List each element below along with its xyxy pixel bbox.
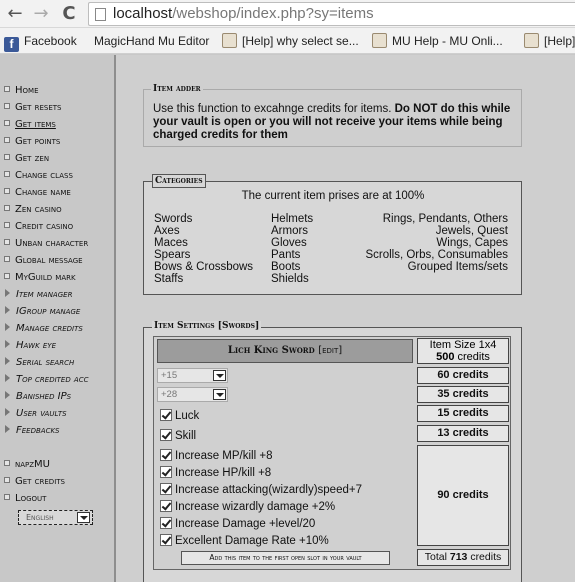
excellent-credits: 90 credits [417, 445, 509, 546]
menu-label: Manage credits [16, 323, 83, 334]
back-arrow-icon[interactable]: ← [7, 3, 23, 24]
excellent-option[interactable] [160, 483, 362, 497]
category-link[interactable]: Scrolls, Orbs, Consumables [365, 249, 508, 261]
url-path: /webshop/index.php?sy=items [172, 5, 374, 22]
luck-option[interactable] [160, 409, 199, 423]
menu-label: Item manager [16, 289, 73, 300]
checkbox[interactable] [160, 449, 172, 461]
excellent-option-label: Increase Damage +level/20 [175, 518, 316, 530]
item-name-bar [157, 339, 413, 363]
sidebar-item-igroup-manage[interactable] [4, 304, 80, 319]
item-settings-title: Item Settings [Swords] [154, 321, 260, 331]
category-link[interactable]: Jewels, Quest [435, 225, 508, 237]
checkbox[interactable] [160, 429, 172, 441]
checkbox[interactable] [160, 534, 172, 546]
item-size-label: Item Size 1x4 [429, 339, 497, 351]
price-note: The current item prises are at 100% [241, 190, 425, 202]
bullet-icon [4, 103, 10, 109]
bookmark-facebook[interactable] [4, 32, 77, 50]
category-link[interactable]: Pants [271, 249, 301, 261]
total-value: 713 [449, 551, 468, 563]
level-select-value: +15 [161, 370, 178, 381]
category-link[interactable]: Axes [154, 225, 180, 237]
item-adder-text-normal: Use this function to excahnge credits for items. [153, 103, 395, 115]
bookmark-label: MU Help - MU Onli... [392, 34, 503, 48]
menu-label: Get points [15, 136, 61, 147]
browser-toolbar [0, 0, 575, 28]
category-link[interactable]: Spears [154, 249, 191, 261]
menu-label: napzMU [15, 459, 50, 470]
credits-word: credits [457, 351, 490, 363]
checkbox[interactable] [160, 517, 172, 529]
category-column-weapons [154, 213, 253, 285]
dropdown-arrow-icon [213, 389, 226, 400]
level-select[interactable] [157, 368, 228, 383]
excellent-option-label: Increase attacking(wizardly)speed+7 [175, 484, 362, 496]
bookmark-mu-help[interactable] [372, 32, 503, 50]
sidebar-item-logout[interactable] [4, 491, 46, 506]
sidebar-item-get-points[interactable] [4, 134, 60, 149]
menu-label: IGroup manage [16, 306, 81, 317]
triangle-right-icon [5, 357, 10, 365]
categories-title: Categories [152, 174, 206, 188]
bullet-icon [4, 494, 10, 500]
sidebar-item-hawk-eye[interactable] [4, 338, 56, 353]
sidebar-item-get-resets[interactable] [4, 100, 62, 115]
url-text [113, 5, 374, 22]
bullet-icon [4, 273, 10, 279]
language-select[interactable] [18, 510, 93, 525]
menu-label: Feedbacks [16, 425, 60, 436]
category-link[interactable]: Grouped Items/sets [407, 261, 508, 273]
category-link[interactable]: Swords [154, 213, 193, 225]
category-column-armor [271, 213, 313, 285]
checkbox[interactable] [160, 466, 172, 478]
sidebar-item-home[interactable] [4, 83, 39, 98]
bullet-icon [4, 137, 10, 143]
address-bar[interactable] [88, 2, 575, 26]
category-link[interactable]: Wings, Capes [436, 237, 508, 249]
sidebar-item-get-credits[interactable] [4, 474, 65, 489]
excellent-option[interactable] [160, 517, 315, 531]
sidebar-item-change-name[interactable] [4, 185, 71, 200]
menu-label: Banished IPs [16, 391, 72, 402]
menu-label: Change name [15, 187, 71, 198]
sidebar-item-get-items[interactable] [4, 117, 56, 132]
bookmark-label: [Help] [544, 34, 575, 48]
item-name: Lich King Sword [227, 345, 315, 356]
bullet-icon [4, 222, 10, 228]
option-credits: 35 credits [417, 386, 509, 403]
bullet-icon [4, 188, 10, 194]
category-link[interactable]: Staffs [154, 273, 184, 285]
bullet-icon [4, 256, 10, 262]
sidebar-item-user-vaults[interactable] [4, 406, 67, 421]
url-host: localhost [113, 5, 173, 22]
total-suffix: credits [470, 551, 502, 563]
triangle-right-icon [5, 391, 10, 399]
category-link[interactable]: Shields [271, 273, 309, 285]
sidebar-item-username[interactable] [4, 457, 50, 472]
bookmark-label: MagicHand Mu Editor [94, 34, 210, 48]
option-select[interactable] [157, 387, 228, 402]
category-column-misc [340, 213, 508, 273]
checkbox[interactable] [160, 500, 172, 512]
category-link[interactable]: Armors [271, 225, 309, 237]
menu-label: Zen casino [15, 204, 62, 215]
bullet-icon [4, 477, 10, 483]
excellent-option[interactable] [160, 466, 271, 480]
triangle-right-icon [5, 374, 10, 382]
skill-credits: 13 credits [417, 425, 509, 442]
menu-label: Get resets [15, 102, 62, 113]
level-credits: 60 credits [417, 367, 509, 384]
total-label: Total [424, 551, 447, 563]
sidebar-item-serial-search[interactable] [4, 355, 74, 370]
forward-arrow-icon[interactable]: → [33, 3, 49, 24]
base-price: 500 [436, 351, 455, 363]
language-value: English [26, 513, 54, 522]
total-credits [417, 549, 509, 566]
bookmark-help[interactable] [524, 32, 575, 50]
bookmarks-bar [0, 28, 575, 54]
sidebar-item-manage-credits[interactable] [4, 321, 83, 336]
bullet-icon [4, 154, 10, 160]
dropdown-arrow-icon [77, 512, 90, 523]
menu-label: Home [15, 85, 39, 96]
triangle-right-icon [5, 340, 10, 348]
category-link[interactable]: Bows & Crossbows [154, 261, 254, 273]
category-link[interactable]: Boots [271, 261, 301, 273]
menu-label: Hawk eye [16, 340, 56, 351]
sidebar-item-myguild-mark[interactable] [4, 270, 76, 285]
menu-label: Change class [15, 170, 73, 181]
sidebar-item-item-manager[interactable] [4, 287, 72, 302]
sidebar-item-top-credited-acc[interactable] [4, 372, 88, 387]
checkbox[interactable] [160, 409, 172, 421]
menu-label: Get credits [15, 476, 65, 487]
bookmark-label: Facebook [24, 34, 77, 48]
triangle-right-icon [5, 425, 10, 433]
dropdown-arrow-icon [213, 370, 226, 381]
checkbox[interactable] [160, 483, 172, 495]
bullet-icon [4, 460, 10, 466]
bullet-icon [4, 239, 10, 245]
category-link[interactable]: Gloves [271, 237, 307, 249]
page-icon [95, 8, 106, 21]
excellent-option[interactable] [160, 449, 272, 463]
facebook-icon: f [4, 37, 19, 52]
excellent-option[interactable] [160, 500, 335, 514]
luck-credits: 15 credits [417, 405, 509, 422]
sidebar-item-credit-casino[interactable] [4, 219, 73, 234]
excellent-option-label: Increase MP/kill +8 [175, 450, 273, 462]
triangle-right-icon [5, 289, 10, 297]
category-link[interactable]: Rings, Pendants, Others [382, 213, 508, 225]
option-select-value: +28 [161, 389, 178, 400]
menu-label: Logout [15, 493, 47, 504]
menu-label: Unban character [15, 238, 89, 249]
bullet-icon [4, 171, 10, 177]
mu-favicon-icon [222, 33, 237, 48]
bookmark-label: [Help] why select se... [242, 34, 359, 48]
item-adder-title: Item adder [153, 84, 201, 94]
item-adder-warning: Do NOT do this while your vault is open or you will not receive your items while being charged credits for them [153, 103, 511, 141]
menu-label: Serial search [16, 357, 75, 368]
sidebar-item-feedbacks[interactable] [4, 423, 60, 438]
menu-label: Get items [15, 119, 56, 130]
category-link[interactable]: Maces [154, 237, 188, 249]
triangle-right-icon [5, 408, 10, 416]
bullet-icon [4, 205, 10, 211]
skill-label: Skill [175, 430, 197, 442]
excellent-option-label: Excellent Damage Rate +10% [175, 535, 329, 547]
menu-label: Credit casino [15, 221, 74, 232]
menu-label: User vaults [16, 408, 67, 419]
excellent-option-label: Increase HP/kill +8 [175, 467, 272, 479]
bullet-icon [4, 86, 10, 92]
bookmark-magichand[interactable] [94, 32, 209, 50]
sidebar-item-unban-character[interactable] [4, 236, 88, 251]
triangle-right-icon [5, 323, 10, 331]
sidebar-item-zen-casino[interactable] [4, 202, 62, 217]
item-adder-text [153, 103, 523, 142]
item-size-box [417, 338, 509, 364]
category-link[interactable]: Helmets [271, 213, 314, 225]
edit-link[interactable]: [edit] [318, 345, 343, 356]
sidebar-item-get-zen[interactable] [4, 151, 49, 166]
excellent-option[interactable] [160, 534, 329, 548]
mu-favicon-icon [524, 33, 539, 48]
add-item-button[interactable]: Add this item to the first open slot in your vault [181, 551, 390, 565]
menu-label: Global message [15, 255, 83, 266]
luck-label: Luck [175, 410, 200, 422]
reload-icon[interactable]: C [62, 3, 76, 24]
skill-option[interactable] [160, 429, 196, 443]
menu-label: Top credited acc [16, 374, 89, 385]
sidebar-item-banished-ips[interactable] [4, 389, 71, 404]
triangle-right-icon [5, 306, 10, 314]
bookmark-help-select[interactable] [222, 32, 359, 50]
sidebar-item-global-message[interactable] [4, 253, 83, 268]
menu-label: MyGuild mark [15, 272, 76, 283]
excellent-option-label: Increase wizardly damage +2% [175, 501, 336, 513]
bullet-icon [4, 120, 10, 126]
mu-favicon-icon [372, 33, 387, 48]
sidebar-item-change-class[interactable] [4, 168, 73, 183]
menu-label: Get zen [15, 153, 50, 164]
